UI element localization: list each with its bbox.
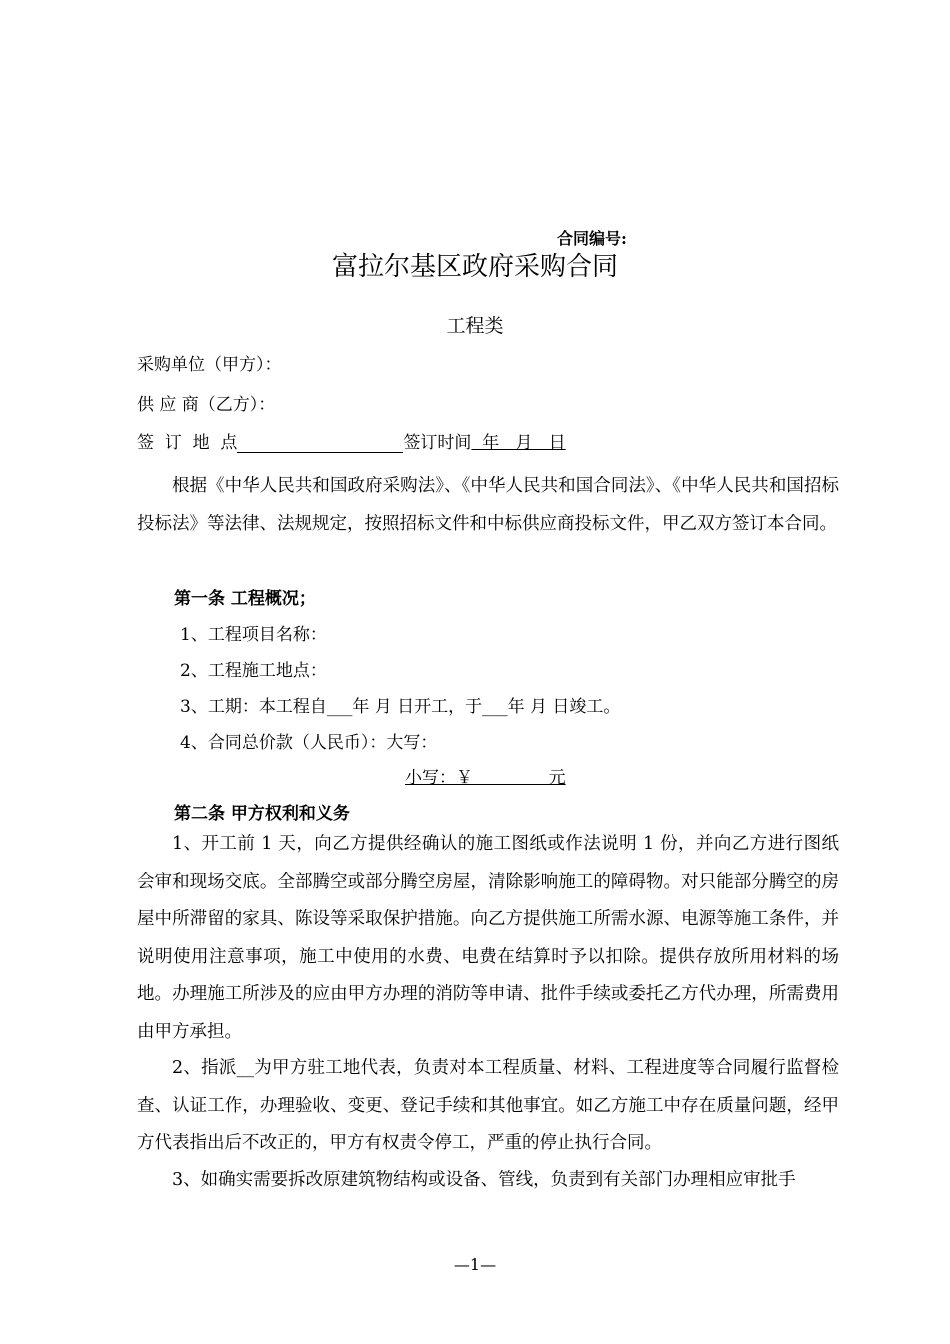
- article1-item-2: 2、工程施工地点：: [180, 661, 327, 681]
- supplier-label: 供 应 商（乙方）：: [137, 395, 276, 415]
- article1-item-1: 1、工程项目名称：: [180, 625, 327, 645]
- document-subtitle: 工程类: [446, 315, 504, 337]
- sign-row: [137, 428, 566, 453]
- article1-heading: 第一条 工程概况；: [174, 589, 316, 609]
- sign-time-value: 年 月 日: [471, 433, 566, 453]
- article2-paragraph-2: 2、指派__为甲方驻工地代表，负责对本工程质量、材料、工程进度等合同履行监督检查、认证工作，办理验收、变更、登记手续和其他事宜。如乙方施工中存在质量问题，经甲方代表指出后不改正的，甲方有权责令停工，严重的停止执行合同。: [137, 1058, 839, 1153]
- intro-paragraph: 根据《中华人民共和国政府采购法》、《中华人民共和国合同法》、《中华人民共和国招标投标法》等法律、法规规定，按照招标文件和中标供应商投标文件，甲乙双方签订本合同。: [137, 476, 839, 534]
- small-amount: 小写：￥ 元: [405, 768, 566, 788]
- article2-paragraph-1: 1、开工前 1 天，向乙方提供经确认的施工图纸或作法说明 1 份，并向乙方进行图纸会审和现场交底。全部腾空或部分腾空房屋，清除影响施工的障碍物。对只能部分腾空的房屋中所滞留的家具、陈设等采取保护措施。向乙方提供施工所需水源、电源等施工条件，并说明使用注意事项，施工中使用的水费、电费在结算时予以扣除。提供存放所用材料的场地。办理施工所涉及的应由甲方办理的消防等申请、批件手续或委托乙方代办理，所需费用由甲方承担。: [137, 834, 839, 1042]
- document-title: 富拉尔基区政府采购合同: [331, 252, 618, 282]
- contract-number-label: 合同编号:: [557, 229, 627, 248]
- article1-item-4: 4、合同总价款（人民币）：大写：: [180, 733, 438, 753]
- page-number: —1—: [453, 1255, 497, 1274]
- article1-item-3: 3、工期：本工程自___年 月 日开工，于___年 月 日竣工。: [180, 697, 621, 717]
- sign-place-blank: [237, 434, 403, 453]
- buyer-label: 采购单位（甲方）：: [137, 355, 282, 375]
- article2-paragraph-3: 3、如确实需要拆改原建筑物结构或设备、管线，负责到有关部门办理相应审批手: [172, 1170, 796, 1190]
- sign-time-label: 签订时间: [403, 433, 472, 453]
- article2-heading: 第二条 甲方权利和义务: [174, 804, 350, 824]
- sign-place-label: 签 订 地 点: [137, 433, 238, 453]
